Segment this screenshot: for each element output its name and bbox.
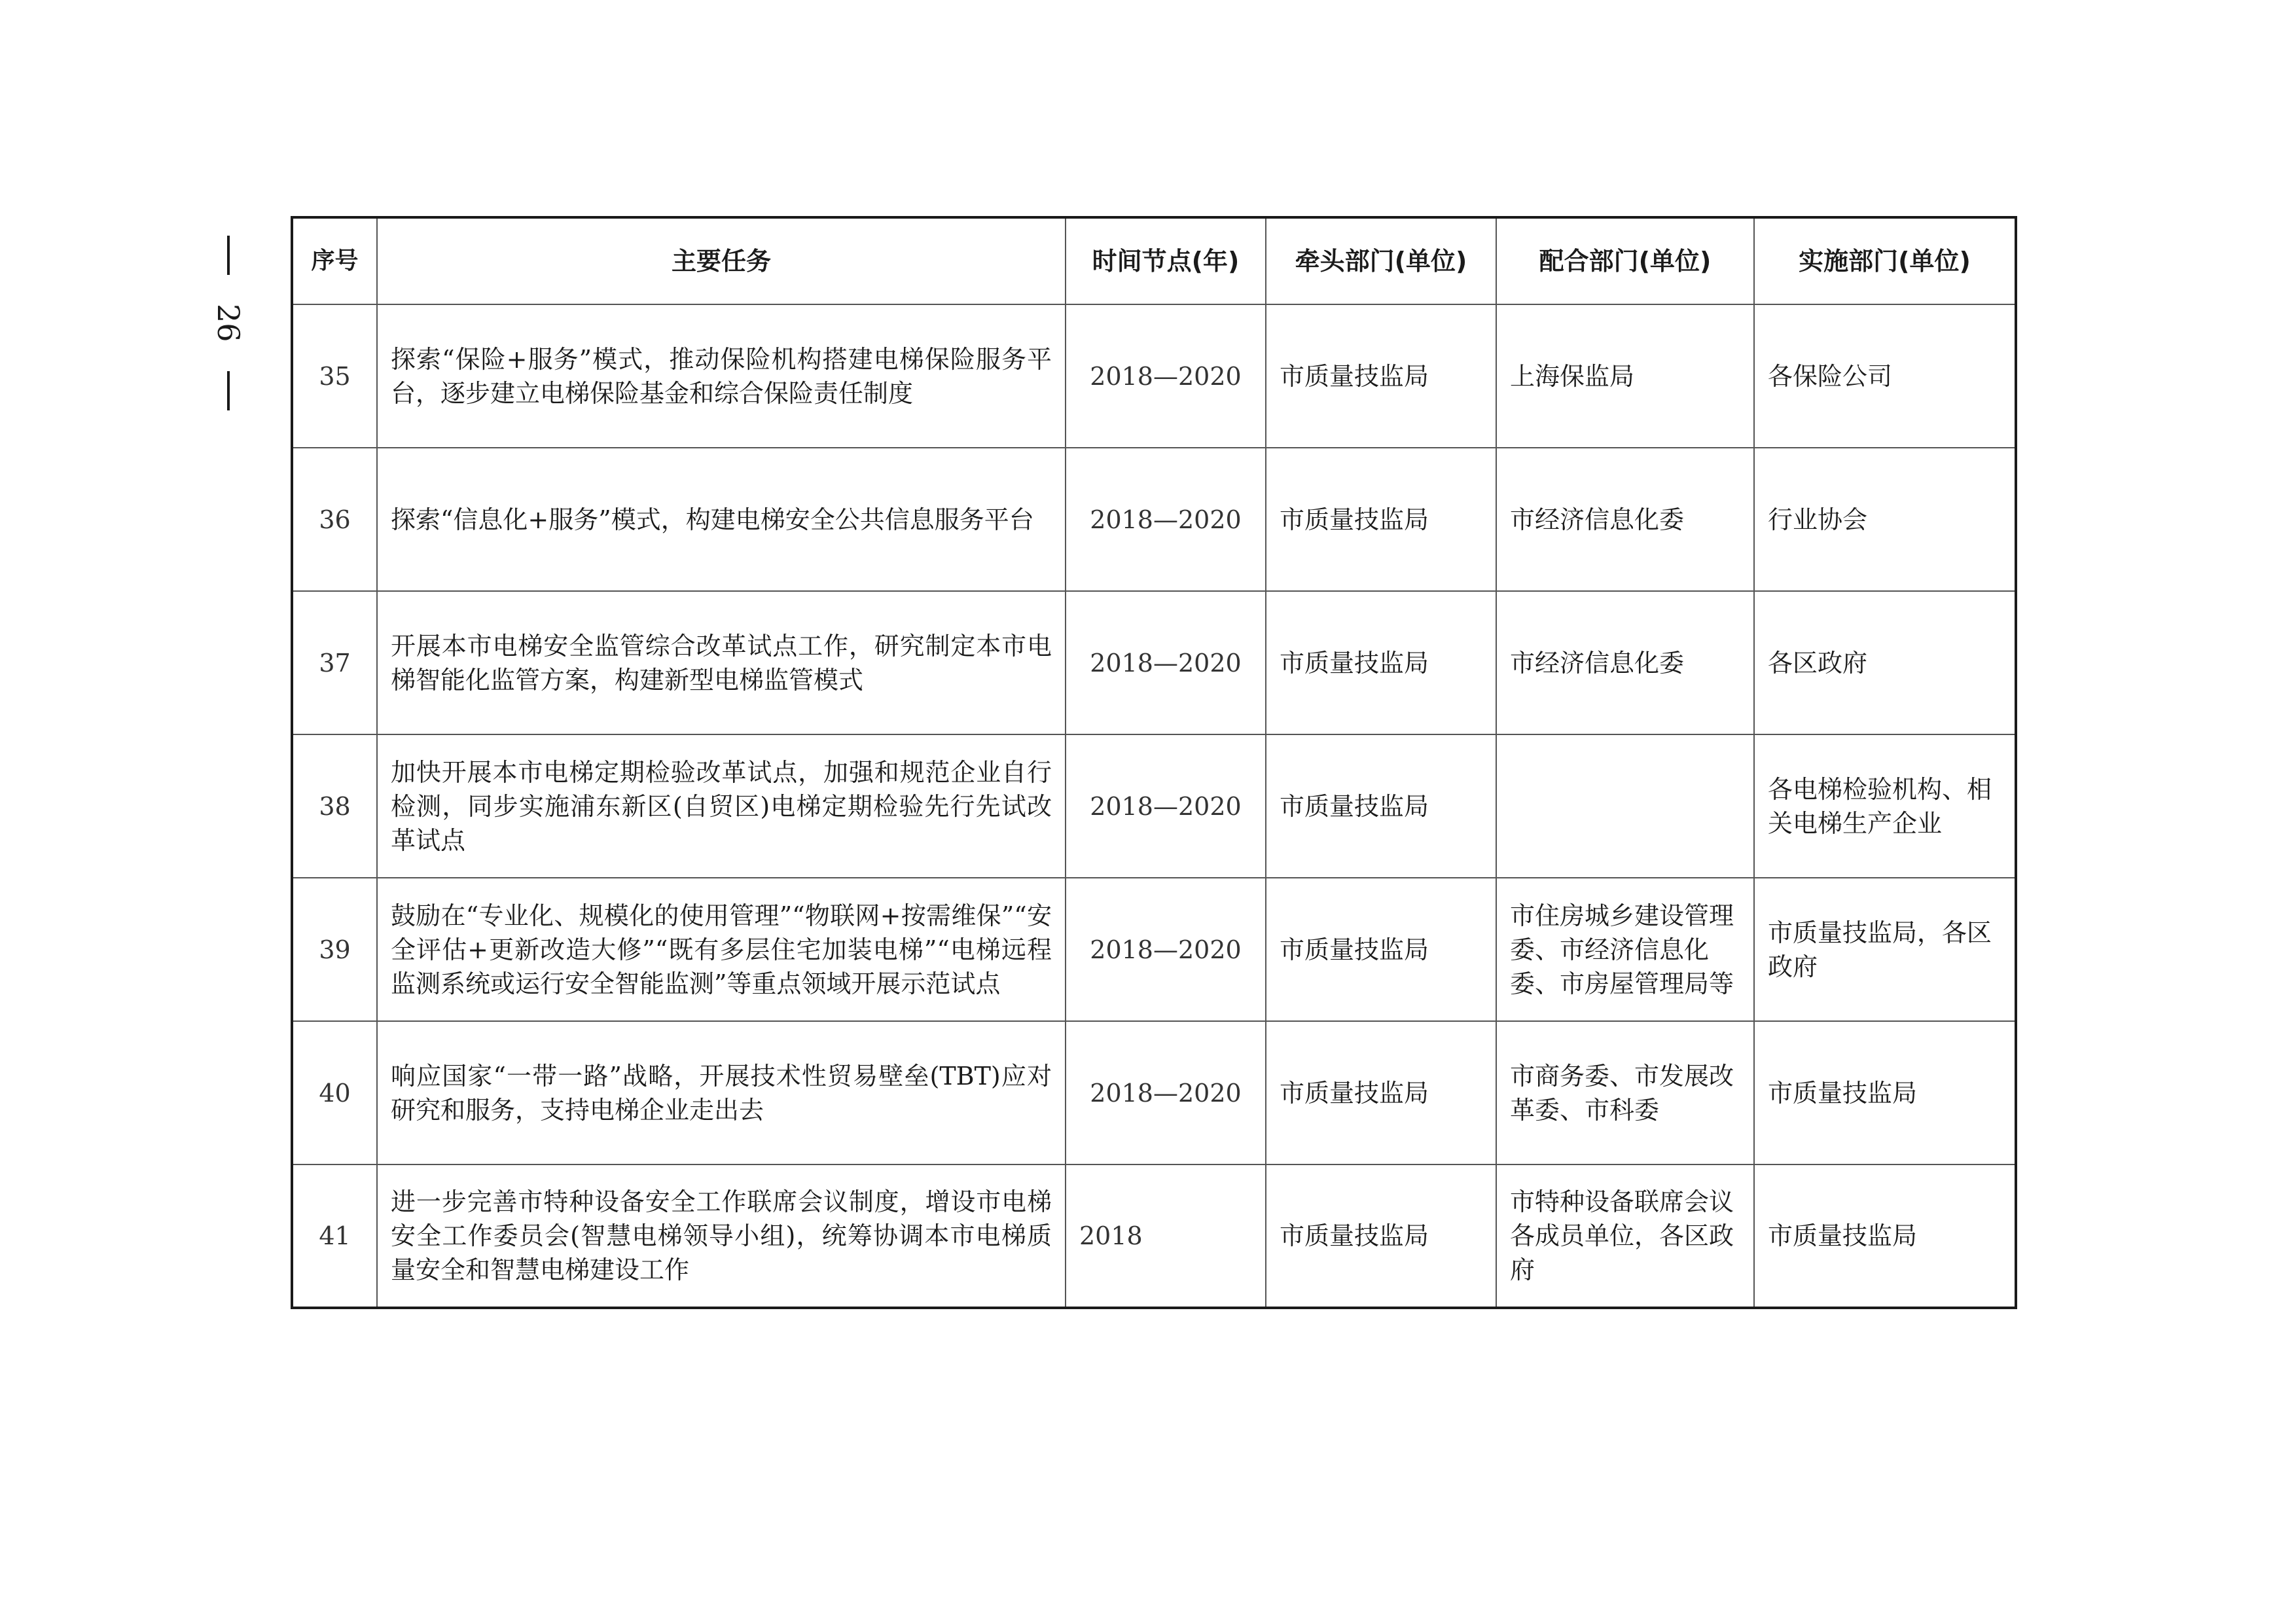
cell-period: 2018—2020	[1066, 591, 1266, 734]
cell-impl: 市质量技监局，各区政府	[1754, 878, 2016, 1021]
cell-task: 探索“保险+服务”模式，推动保险机构搭建电梯保险服务平台，逐步建立电梯保险基金和综合保险责任制度	[377, 304, 1066, 448]
cell-seq: 35	[292, 304, 377, 448]
header-period: 时间节点(年)	[1066, 217, 1266, 304]
cell-period: 2018—2020	[1066, 734, 1266, 878]
cell-impl: 各电梯检验机构、相关电梯生产企业	[1754, 734, 2016, 878]
header-task: 主要任务	[377, 217, 1066, 304]
cell-seq: 41	[292, 1164, 377, 1308]
header-impl: 实施部门(单位)	[1754, 217, 2016, 304]
cell-seq: 40	[292, 1021, 377, 1164]
cell-impl: 各区政府	[1754, 591, 2016, 734]
cell-task: 进一步完善市特种设备安全工作联席会议制度，增设市电梯安全工作委员会(智慧电梯领导小组)，统筹协调本市电梯质量安全和智慧电梯建设工作	[377, 1164, 1066, 1308]
cell-period: 2018—2020	[1066, 1021, 1266, 1164]
cell-impl: 各保险公司	[1754, 304, 2016, 448]
cell-lead: 市质量技监局	[1266, 304, 1496, 448]
cell-coop: 市特种设备联席会议各成员单位，各区政府	[1496, 1164, 1754, 1308]
cell-seq: 37	[292, 591, 377, 734]
cell-lead: 市质量技监局	[1266, 878, 1496, 1021]
cell-lead: 市质量技监局	[1266, 734, 1496, 878]
cell-seq: 39	[292, 878, 377, 1021]
table-row	[292, 1164, 2016, 1308]
table-row	[292, 1021, 2016, 1164]
page-number	[211, 236, 246, 410]
task-table	[291, 216, 2017, 1309]
table-row	[292, 448, 2016, 591]
cell-coop	[1496, 734, 1754, 878]
cell-coop: 市经济信息化委	[1496, 591, 1754, 734]
cell-lead: 市质量技监局	[1266, 591, 1496, 734]
table-row	[292, 734, 2016, 878]
cell-impl: 市质量技监局	[1754, 1164, 2016, 1308]
cell-task: 加快开展本市电梯定期检验改革试点，加强和规范企业自行检测，同步实施浦东新区(自贸区)电梯定期检验先行先试改革试点	[377, 734, 1066, 878]
cell-period: 2018	[1066, 1164, 1266, 1308]
page-number-dash-top	[227, 236, 230, 275]
cell-coop: 上海保监局	[1496, 304, 1754, 448]
header-coop: 配合部门(单位)	[1496, 217, 1754, 304]
cell-coop: 市商务委、市发展改革委、市科委	[1496, 1021, 1754, 1164]
cell-task: 响应国家“一带一路”战略，开展技术性贸易壁垒(TBT)应对研究和服务，支持电梯企业走出去	[377, 1021, 1066, 1164]
cell-lead: 市质量技监局	[1266, 448, 1496, 591]
cell-seq: 38	[292, 734, 377, 878]
cell-lead: 市质量技监局	[1266, 1021, 1496, 1164]
page-number-text: 26	[211, 304, 246, 342]
cell-period: 2018—2020	[1066, 878, 1266, 1021]
cell-task: 开展本市电梯安全监管综合改革试点工作，研究制定本市电梯智能化监管方案，构建新型电梯监管模式	[377, 591, 1066, 734]
cell-lead: 市质量技监局	[1266, 1164, 1496, 1308]
cell-period: 2018—2020	[1066, 304, 1266, 448]
header-lead: 牵头部门(单位)	[1266, 217, 1496, 304]
table-header-row	[292, 217, 2016, 304]
table-row	[292, 591, 2016, 734]
cell-period: 2018—2020	[1066, 448, 1266, 591]
header-seq: 序号	[292, 217, 377, 304]
page-number-dash-bottom	[227, 371, 230, 410]
cell-task: 探索“信息化+服务”模式，构建电梯安全公共信息服务平台	[377, 448, 1066, 591]
cell-coop: 市住房城乡建设管理委、市经济信息化委、市房屋管理局等	[1496, 878, 1754, 1021]
table-row	[292, 304, 2016, 448]
cell-impl: 行业协会	[1754, 448, 2016, 591]
table-row	[292, 878, 2016, 1021]
cell-task: 鼓励在“专业化、规模化的使用管理”“物联网+按需维保”“安全评估+更新改造大修”“既有多层住宅加装电梯”“电梯远程监测系统或运行安全智能监测”等重点领域开展示范试点	[377, 878, 1066, 1021]
cell-seq: 36	[292, 448, 377, 591]
cell-impl: 市质量技监局	[1754, 1021, 2016, 1164]
cell-coop: 市经济信息化委	[1496, 448, 1754, 591]
